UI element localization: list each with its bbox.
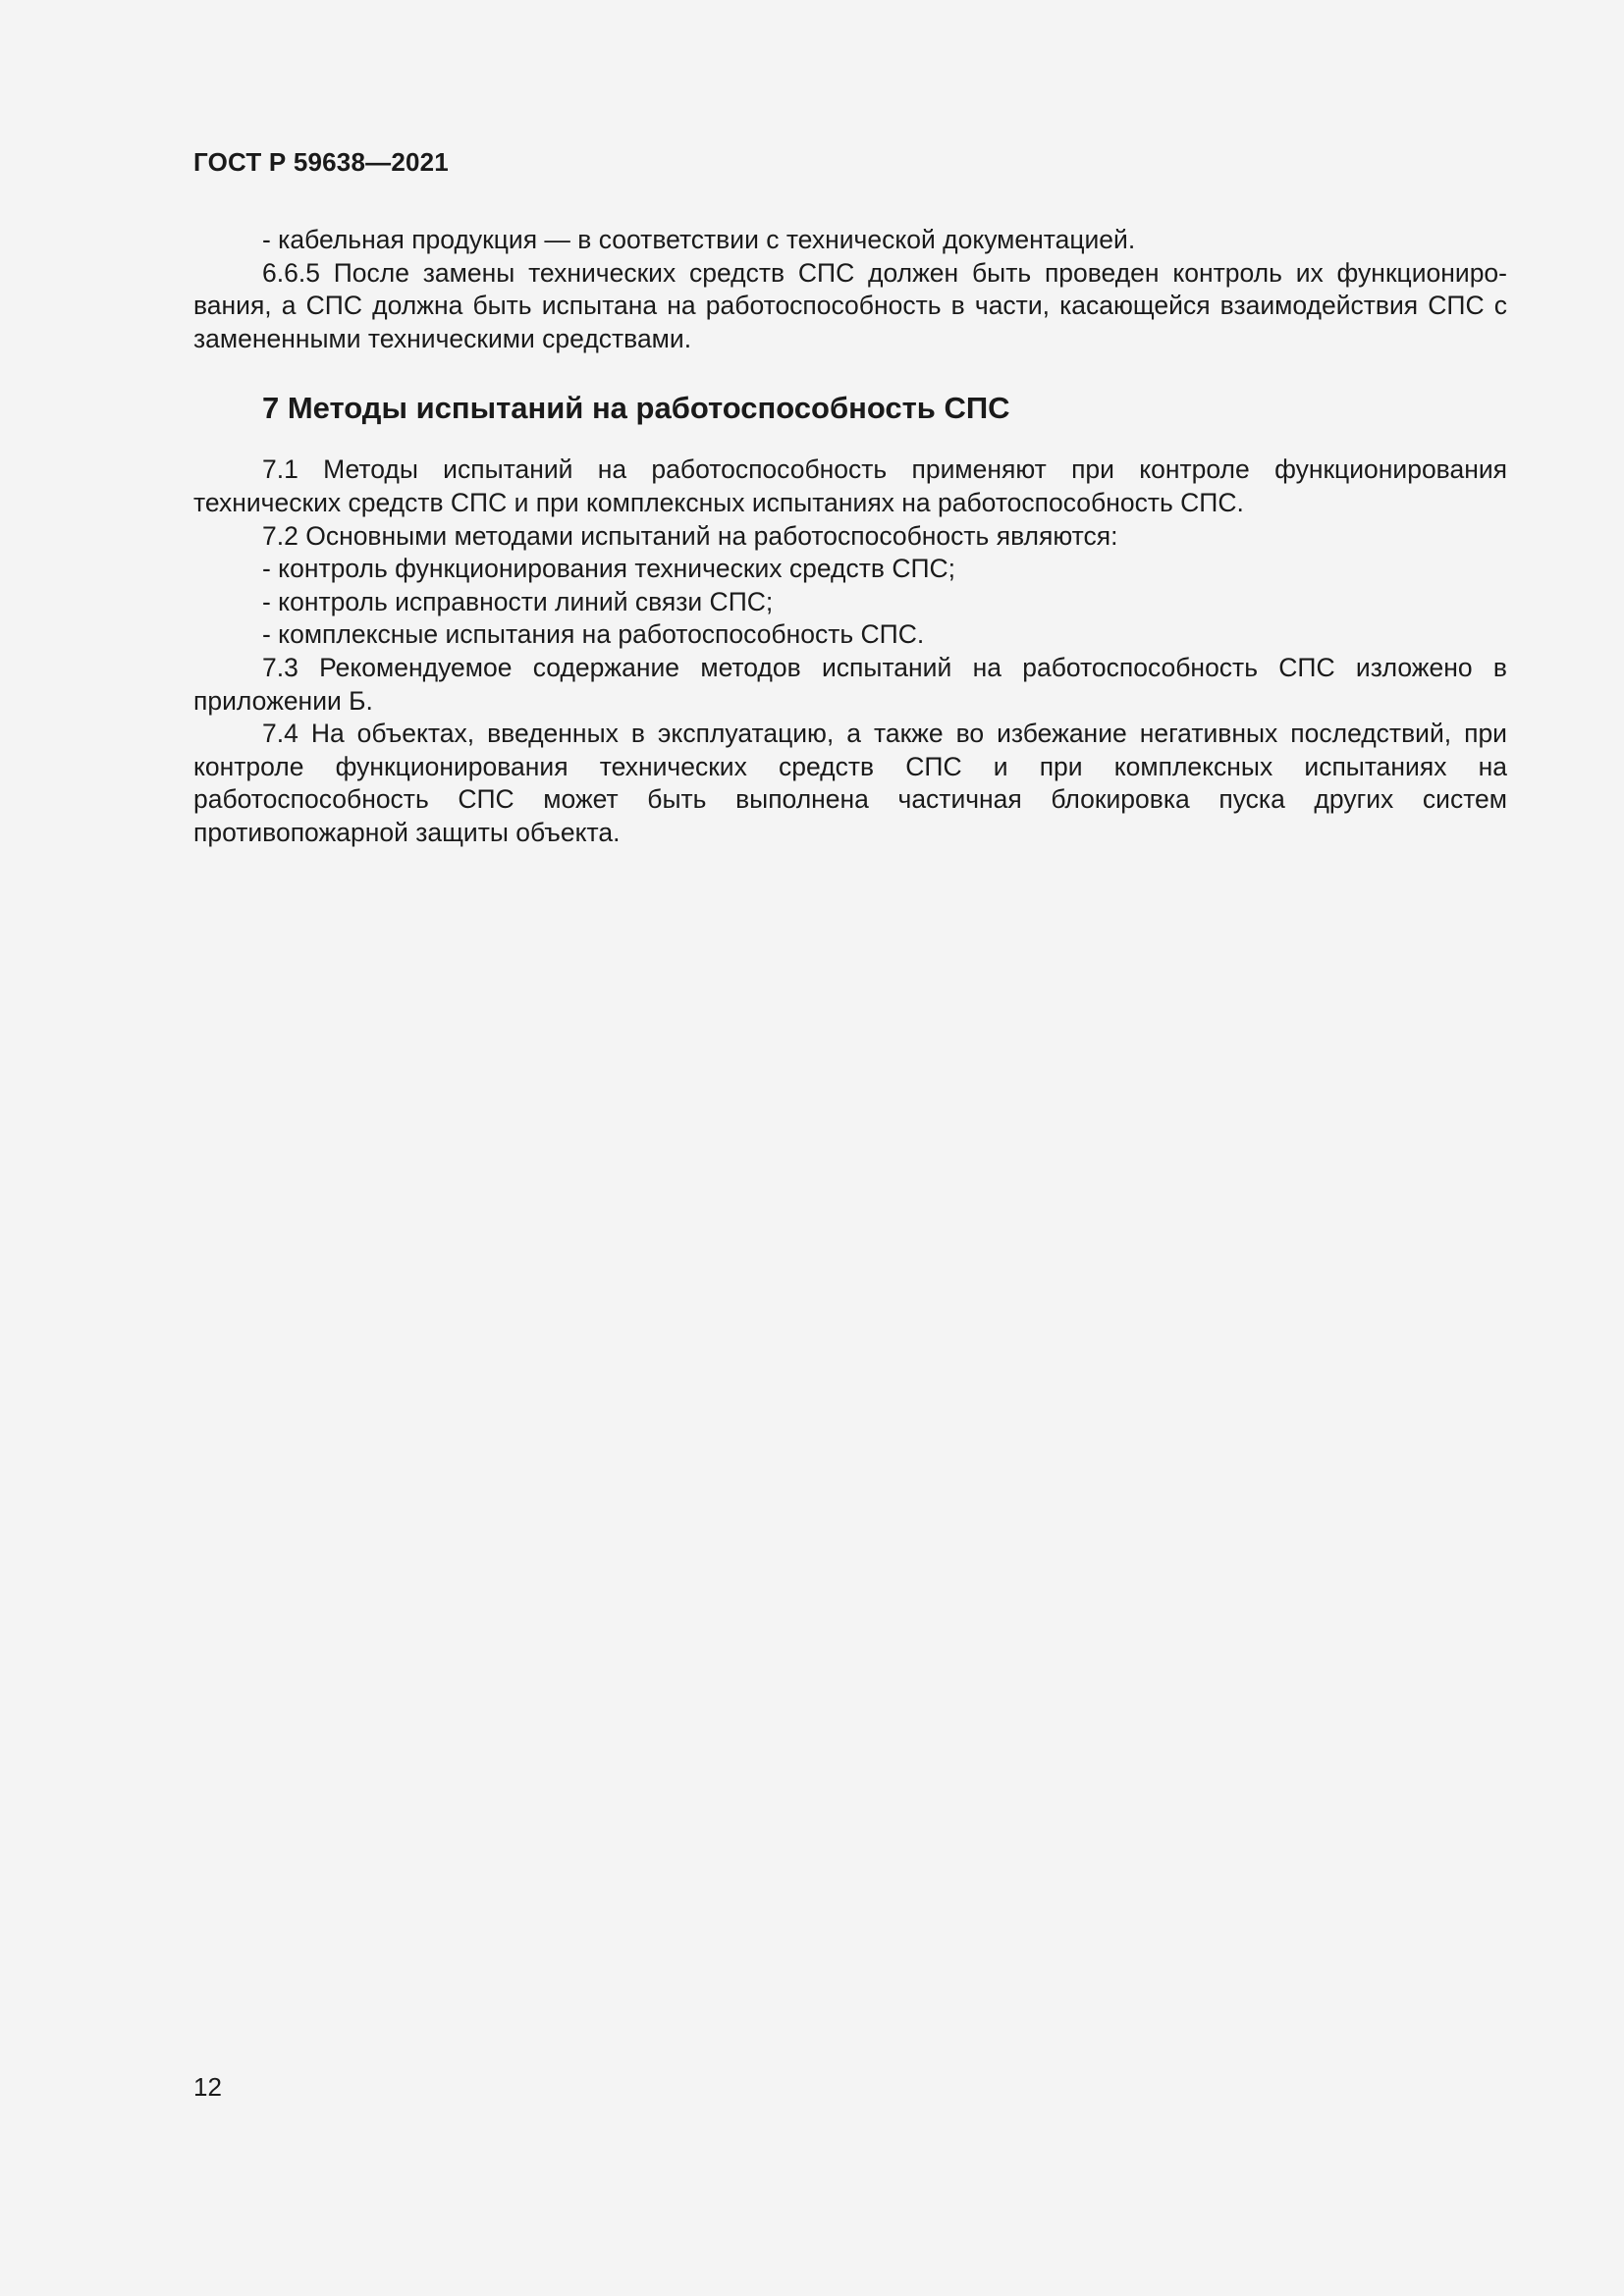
paragraph-7-4: 7.4 На объектах, введенных в эксплуатацию, а также во избежание негативных последствий, при контроле функционирования технических средств СПС и при комплексных испытаниях на работоспособность СПС может быть выполнена частичная блокировка пуска других систем противопожарной защиты объекта. bbox=[193, 719, 1507, 847]
section-7-heading: 7 Методы испытаний на работоспособность СПС bbox=[262, 391, 1010, 426]
paragraph-7-1: 7.1 Методы испытаний на работоспособность применяют при контроле функционирования технических средств СПС и при комплексных испытаниях на работоспособность СПС. bbox=[193, 454, 1507, 517]
paragraph-6-6-5: 6.6.5 После замены технических средств СПС должен быть проведен контроль их функционирования, а СПС должна быть испытана на работоспособность в части, касающейся взаимодействия СПС с замененными техническими средствами. bbox=[193, 257, 1507, 353]
page-number: 12 bbox=[193, 2072, 222, 2102]
list-item-cable: - кабельная продукция — в соответствии с технической документацией. bbox=[262, 225, 1136, 254]
list-item-7-2-2: - контроль исправности линий связи СПС; bbox=[262, 586, 774, 616]
list-item-7-2-1: - контроль функционирования технических средств СПС; bbox=[262, 554, 956, 584]
paragraph-7-2: 7.2 Основными методами испытаний на работоспособность являются: bbox=[262, 520, 1118, 551]
list-item-7-2-3: - комплексные испытания на работоспособность СПС. bbox=[262, 619, 925, 650]
document-body bbox=[193, 224, 1507, 850]
document-code-header: ГОСТ Р 59638—2021 bbox=[193, 147, 449, 177]
paragraph-7-3: 7.3 Рекомендуемое содержание методов испытаний на работоспособность СПС изложено в приложении Б. bbox=[193, 652, 1507, 716]
